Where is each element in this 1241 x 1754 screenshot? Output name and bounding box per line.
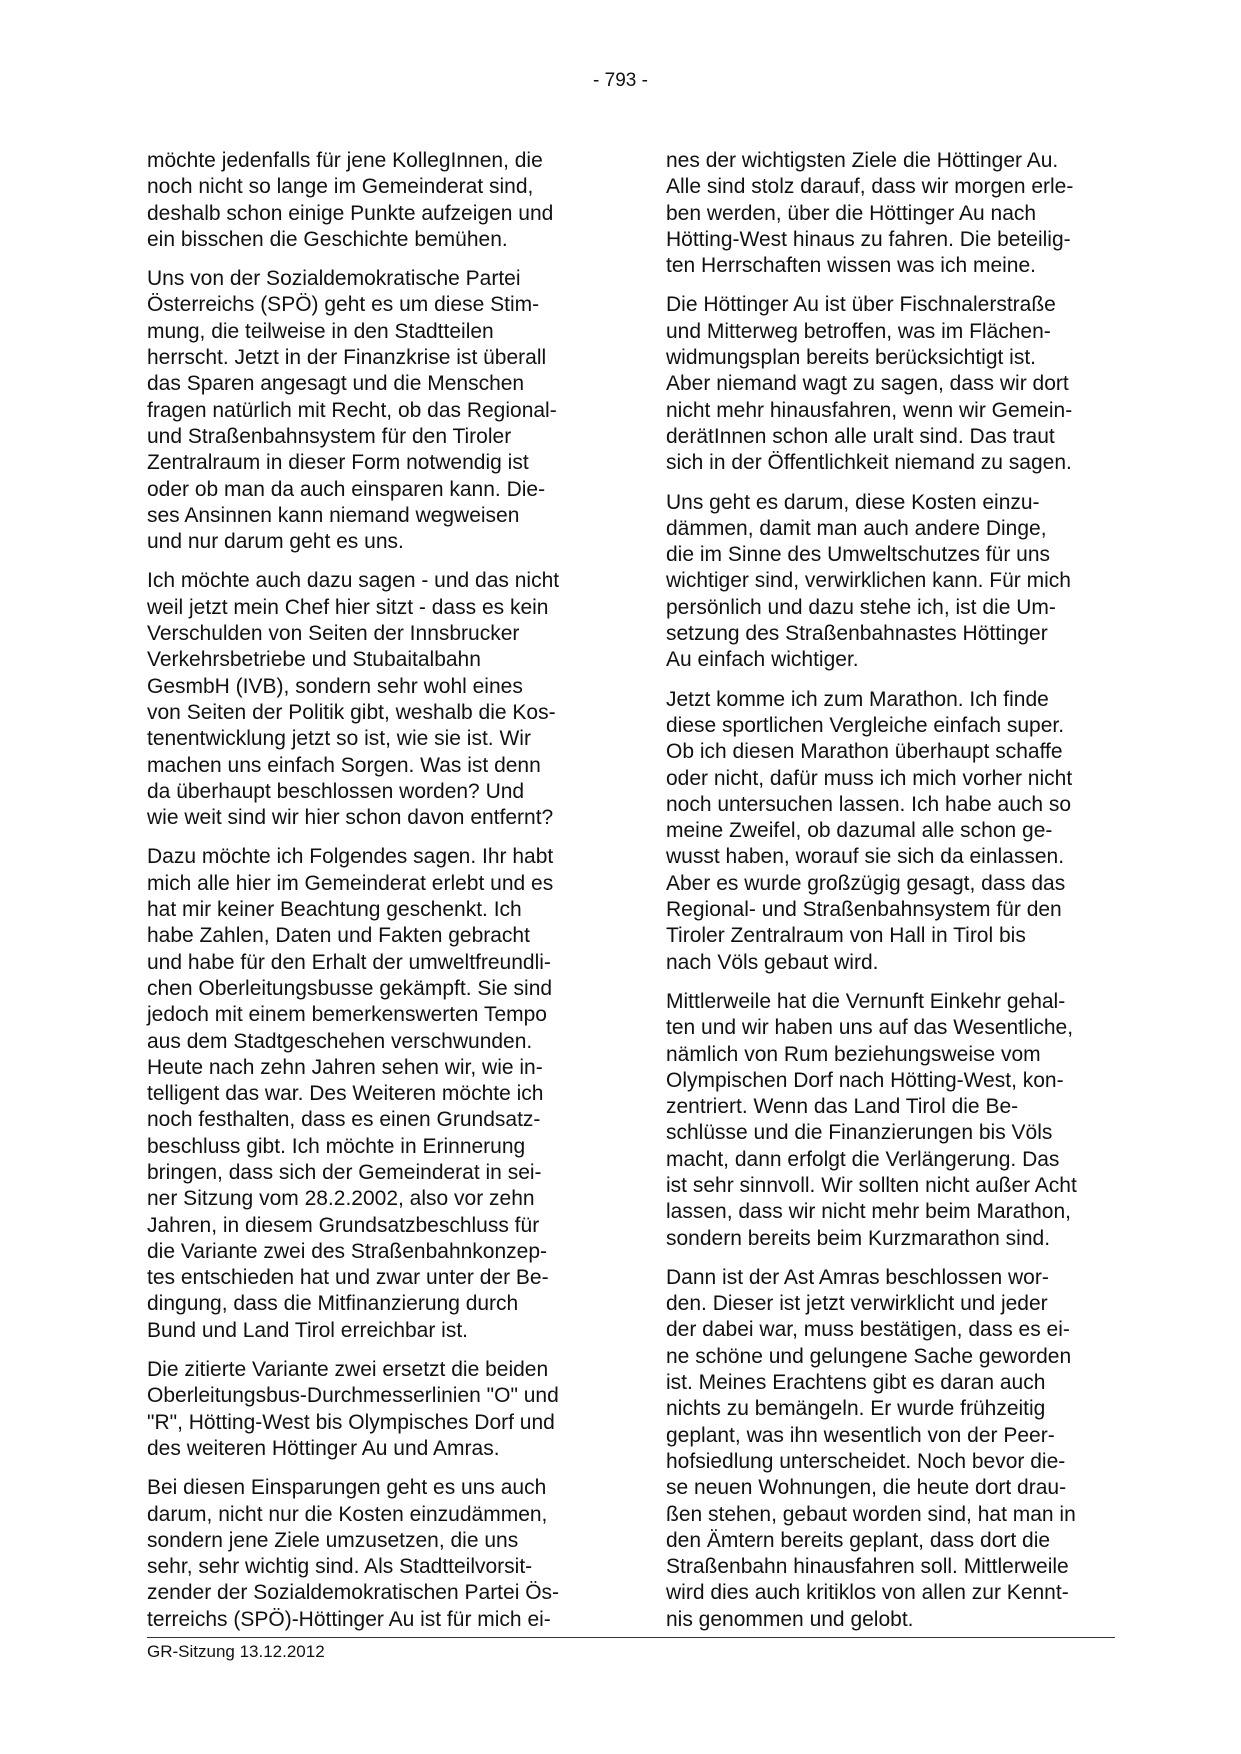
page-number: - 793 - [593,70,648,91]
paragraph: Die zitierte Variante zwei ersetzt die beiden Oberleitungsbus-Durchmesserlinien "O" und "R", Hötting-West bis Olympisches Dorf und des weiteren Höttinger Au und Amras. [147,1358,559,1460]
paragraph: möchte jedenfalls für jene KollegInnen, die noch nicht so lange im Gemeinderat sind, deshalb schon einige Punkte aufzeigen und ein bisschen die Geschichte bemühen. [147,149,554,251]
paragraph: Die Höttinger Au ist über Fischnalerstraße und Mitterweg betroffen, was im Flächen- widmungsplan bereits berücksichtigt ist. Aber niemand wagt zu sagen, dass wir dort nicht mehr hinausfahren, wenn wir Gemein- derätInnen schon alle uralt sind. Das traut sich in der Öffentlichkeit niemand zu sagen. [666,293,1073,475]
paragraph: Bei diesen Einsparungen geht es uns auch darum, nicht nur die Kosten einzudämmen, sondern jene Ziele umzusetzen, die uns sehr, sehr wichtig sind. Als Stadtteilvorsit- zender der Sozialdemokratischen Partei Ös- terreichs (SPÖ)-Höttinger Au ist für mich ei- [147,1476,560,1631]
paragraph: Mittlerweile hat die Vernunft Einkehr gehal- ten und wir haben uns auf das Wesentliche, nämlich von Rum beziehungsweise vom Olympischen Dorf nach Hötting-West, kon- zentriert. Wenn das Land Tirol die Be- schlüsse und die Finanzierungen bis Völs macht, dann erfolgt die Verlängerung. Das ist sehr sinnvoll. Wir sollten nicht außer Acht lassen, dass wir nicht mehr beim Marathon, sondern bereits beim Kurzmarathon sind. [666,989,1077,1250]
footer-divider [147,1637,1115,1638]
paragraph: Uns geht es darum, diese Kosten einzu- dämmen, damit man auch andere Dinge, die im Sinne des Umweltschutzes für uns wichtiger sind, verwirklichen kann. Für mich persönlich und dazu stehe ich, ist die Um- setzung des Straßenbahnastes Höttinger Au einfach wichtiger. [666,490,1071,672]
right-column [666,148,1116,1646]
left-column [147,148,597,1646]
paragraph: Ich möchte auch dazu sagen - und das nicht weil jetzt mein Chef hier sitzt - dass es kein Verschulden von Seiten der Innsbrucker Verkehrsbetriebe und Stubaitalbahn GesmbH (IVB), sondern sehr wohl eines von Seiten der Politik gibt, weshalb die Kos- tenentwicklung jetzt so ist, wie sie ist. Wir machen uns einfach Sorgen. Was ist denn da überhaupt beschlossen worden? Und wie weit sind wir hier schon davon entfernt? [147,569,560,830]
paragraph: Uns von der Sozialdemokratische Partei Österreichs (SPÖ) geht es um diese Stim- mung, die teilweise in den Stadtteilen herrscht. Jetzt in der Finanzkrise ist überall das Sparen angesagt und die Menschen fragen natürlich mit Recht, ob das Regional- und Straßenbahnsystem für den Tiroler Zentralraum in dieser Form notwendig ist oder ob man da auch einsparen kann. Die- ses Ansinnen kann niemand wegweisen und nur darum geht es uns. [147,267,557,554]
footer-text: GR-Sitzung 13.12.2012 [147,1642,325,1661]
paragraph: nes der wichtigsten Ziele die Höttinger Au. Alle sind stolz darauf, dass wir morgen erle- ben werden, über die Höttinger Au nach Hötting-West hinaus zu fahren. Die beteilig- ten Herrschaften wissen was ich meine. [666,149,1074,278]
paragraph: Jetzt komme ich zum Marathon. Ich finde diese sportlichen Vergleiche einfach super. Ob ich diesen Marathon überhaupt schaffe oder nicht, dafür muss ich mich vorher nicht noch untersuchen lassen. Ich habe auch so meine Zweifel, ob dazumal alle schon ge- wusst haben, worauf sie sich da einlassen. Aber es wurde großzügig gesagt, dass das Regional- und Straßenbahnsystem für den Tiroler Zentralraum von Hall in Tirol bis nach Völs gebaut wird. [666,687,1073,974]
paragraph: Dazu möchte ich Folgendes sagen. Ihr habt mich alle hier im Gemeinderat erlebt und es hat mir keiner Beachtung geschenkt. Ich habe Zahlen, Daten und Fakten gebracht und habe für den Erhalt der umweltfreundli- chen Oberleitungsbusse gekämpft. Sie sind jedoch mit einem bemerkenswerten Tempo aus dem Stadtgeschehen verschwunden. Heute nach zehn Jahren sehen wir, wie in- telligent das war. Des Weiteren möchte ich noch festhalten, dass es einen Grundsatz- beschluss gibt. Ich möchte in Erinnerung bringen, dass sich der Gemeinderat in sei- ner Sitzung vom 28.2.2002, also vor zehn Jahren, in diesem Grundsatzbeschluss für die Variante zwei des Straßenbahnkonzep- tes entschieden hat und zwar unter der Be- dingung, dass die Mitfinanzierung durch Bund und Land Tirol erreichbar ist. [147,845,554,1342]
paragraph: Dann ist der Ast Amras beschlossen wor- den. Dieser ist jetzt verwirklicht und jeder der dabei war, muss bestätigen, dass es ei- ne schöne und gelungene Sache geworden ist. Meines Erachtens gibt es daran auch nichts zu bemängeln. Er wurde frühzeitig geplant, was ihn wesentlich von der Peer- hofsiedlung unterscheidet. Noch bevor die- se neuen Wohnungen, die heute dort drau- ßen stehen, gebaut worden sind, hat man in den Ämtern bereits geplant, dass dort die Straßenbahn hinausfahren soll. Mittlerweile wird dies auch kritiklos von allen zur Kennt- nis genommen und gelobt. [666,1265,1076,1631]
